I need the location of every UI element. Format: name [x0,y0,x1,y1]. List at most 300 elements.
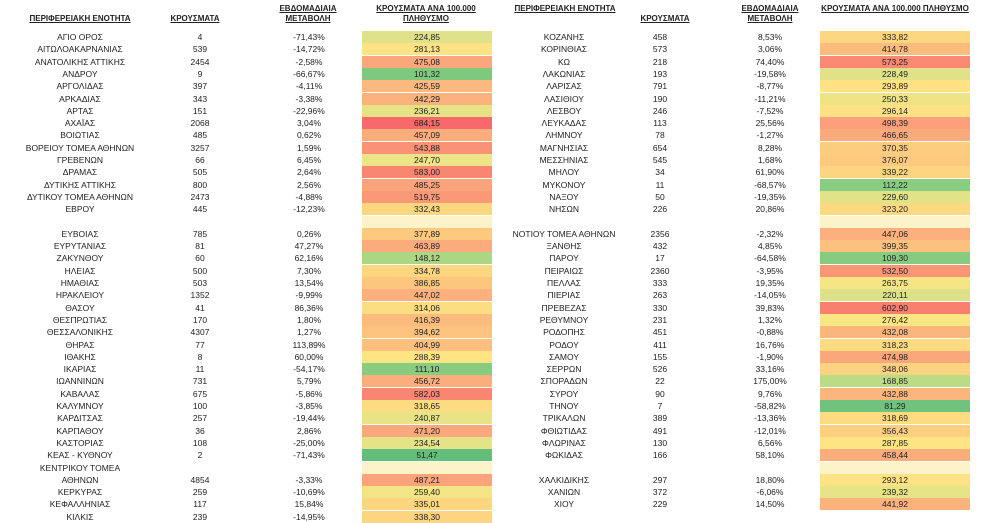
cases-cell: 503 [192,278,208,288]
cases-cell: 2454 [190,56,210,67]
region-cell: ΔΡΑΜΑΣ [62,167,98,178]
cases-cell: 432 [652,241,668,252]
weekly-change-cell: 39,83% [755,302,785,313]
per100k-cell: 583,00 [362,166,492,178]
cases-cell: 151 [192,105,208,116]
weekly-change-cell: 1,32% [757,314,783,325]
per100k-cell: 684,15 [362,117,492,129]
region-cell: ΓΡΕΒΕΝΩΝ [57,155,103,165]
cases-cell: 130 [652,437,668,448]
cases-cell: 785 [192,228,208,239]
per100k-cell: 288,39 [362,351,492,363]
weekly-change-cell: -58,82% [754,401,786,411]
per100k-cell: 168,85 [820,375,970,387]
cases-cell: 800 [192,179,208,190]
weekly-change-cell: -12,23% [293,204,325,215]
table-row [0,240,1000,252]
per100k-cell: 293,12 [820,474,970,486]
weekly-change-cell: 61,90% [755,167,785,178]
region-cell: ΔΥΤΙΚΗΣ ΑΤΤΙΚΗΣ [43,179,117,190]
weekly-change-cell: 18,80% [755,474,785,485]
cases-cell: 259 [192,487,208,498]
region-cell: ΝΟΤΙΟΥ ΤΟΜΕΑ ΑΘΗΝΩΝ [512,228,616,239]
weekly-change-cell: -4,88% [295,191,323,202]
per100k-cell [820,462,970,474]
cases-cell: 60 [195,253,205,264]
region-cell: ΧΙΟΥ [553,499,575,510]
region-cell: ΑΡΓΟΛΙΔΑΣ [56,81,104,92]
per100k-cell: 259,40 [362,486,492,498]
per100k-cell: 447,06 [820,228,970,240]
cases-cell: 66 [195,155,205,165]
region-cell: ΚΕΡΚΥΡΑΣ [57,487,103,498]
table-row [0,129,1000,141]
region-cell: ΝΑΞΟΥ [549,191,579,202]
weekly-change-cell: -66,67% [293,68,325,79]
cases-cell: 117 [193,499,207,510]
cases-cell: 17 [655,253,665,264]
weekly-change-cell: -2,58% [295,56,323,67]
table-row [0,339,1000,351]
table-row [0,203,1000,215]
weekly-change-cell: -8,77% [756,81,784,92]
cases-cell: 411 [653,339,667,350]
region-cell: ΑΓΙΟ ΟΡΟΣ [57,32,103,42]
table-row [0,80,1000,92]
table-row [0,375,1000,387]
per100k-cell: 332,43 [362,203,492,215]
cases-cell: 675 [192,388,208,399]
per100k-cell: 487,21 [362,474,492,486]
region-cell: ΣΥΡΟΥ [549,388,579,399]
per100k-cell: 466,65 [820,129,970,141]
weekly-change-cell: -14,05% [754,290,786,301]
region-cell: ΑΧΑΪΑΣ [64,118,96,129]
per100k-cell: 543,88 [362,142,492,154]
per100k-cell: 432,88 [820,388,970,400]
region-cell: ΣΑΜΟΥ [548,351,579,362]
cases-cell: 257 [192,413,208,424]
table-row [0,474,1000,486]
region-cell: ΣΠΟΡΑΔΩΝ [540,376,588,387]
cases-cell: 100 [192,401,208,411]
per100k-cell: 386,85 [362,277,492,289]
per100k-cell: 582,03 [362,388,492,400]
per100k-cell [820,216,970,228]
table-row [0,56,1000,68]
region-cell: ΜΥΚΟΝΟΥ [542,179,586,190]
region-cell: ΚΑΡΔΙΤΣΑΣ [57,413,103,424]
region-cell: ΕΥΡΥΤΑΝΙΑΣ [53,241,107,252]
region-cell: ΧΑΝΙΩΝ [547,487,581,498]
per100k-cell: 447,02 [362,289,492,301]
region-cell: ΑΙΤΩΛΟΑΚΑΡΝΑΝΙΑΣ [37,44,123,55]
cases-cell: 545 [652,155,668,165]
weekly-change-cell: -10,69% [293,487,325,498]
cases-cell: 458 [652,32,668,42]
region-cell: ΠΕΙΡΑΙΩΣ [544,265,584,276]
weekly-change-cell: -64,58% [754,253,786,264]
table-row [0,302,1000,314]
per100k-cell: 338,30 [362,511,492,523]
per100k-cell: 318,69 [820,412,970,424]
weekly-change-cell: 0,26% [296,228,322,239]
per100k-cell: 376,07 [820,154,970,166]
region-cell: ΡΕΘΥΜΝΟΥ [539,314,589,325]
region-cell: ΗΛΕΙΑΣ [64,265,96,276]
weekly-change-cell: 16,76% [755,339,785,350]
cases-cell: 190 [652,93,668,104]
region-cell: ΜΑΓΝΗΣΙΑΣ [539,142,589,153]
per100k-cell: 247,70 [362,154,492,166]
weekly-change-cell: -71,43% [293,32,325,42]
cases-cell: 2473 [190,191,210,202]
weekly-change-cell: 9,76% [757,388,783,399]
cases-cell: 4854 [190,474,210,485]
per100k-cell: 356,43 [820,425,970,437]
per100k-cell: 474,98 [820,351,970,363]
cases-cell: 654 [652,142,668,153]
region-cell: ΒΟΡΕΙΟΥ ΤΟΜΕΑ ΑΘΗΝΩΝ [25,142,135,153]
region-cell: ΠΑΡΟΥ [549,253,579,264]
cases-cell: 193 [652,68,668,79]
cases-cell: 451 [652,327,668,338]
region-cell: ΡΟΔΟΠΗΣ [543,327,585,338]
per100k-cell: 81,29 [820,400,970,412]
region-cell: ΑΝΔΡΟΥ [62,68,98,79]
weekly-change-cell [730,462,810,474]
weekly-change-cell: 0,62% [296,130,322,141]
table-row [0,154,1000,166]
table-row [0,179,1000,191]
table-row [0,191,1000,203]
per100k-cell: 229,60 [820,191,970,203]
per100k-cell: 239,32 [820,486,970,498]
weekly-change-cell: 1,27% [296,327,322,338]
per100k-cell: 573,25 [820,56,970,68]
per100k-cell: 457,09 [362,129,492,141]
weekly-change-cell: 1,80% [296,314,322,325]
per100k-cell: 318,23 [820,339,970,351]
weekly-change-cell: 113,89% [292,339,326,350]
table-row [0,449,1000,461]
region-cell: ΚΙΛΚΙΣ [66,511,94,522]
region-cell: ΣΕΡΡΩΝ [546,364,582,375]
per100k-cell: 220,11 [820,289,970,301]
region-cell: ΡΟΔΟΥ [549,339,579,350]
header-region-left: ΠΕΡΙΦΕΡΕΙΑΚΗ ΕΝΟΤΗΤΑ [29,14,131,23]
weekly-change-cell: 25,56% [755,118,785,129]
header-per100k-right: ΚΡΟΥΣΜΑΤΑ ΑΝΑ 100.000 ΠΛΗΘΥΣΜΟ [821,4,969,13]
table-row [0,93,1000,105]
weekly-change-cell: -3,38% [295,93,323,104]
weekly-change-cell [730,216,810,228]
table-row [0,388,1000,400]
cases-cell: 113 [653,118,667,129]
weekly-change-cell: 3,04% [296,118,322,129]
per100k-cell: 112,22 [820,179,970,191]
weekly-change-cell: 6,45% [296,155,322,165]
per100k-cell: 399,35 [820,240,970,252]
table-row [0,166,1000,178]
weekly-change-cell: 8,53% [757,32,783,42]
cases-cell: 11 [655,179,665,190]
region-cell: ΛΗΜΝΟΥ [545,130,583,141]
per100k-cell: 334,78 [362,265,492,277]
cases-cell: 231 [652,314,668,325]
cases-cell: 22 [655,376,665,387]
region-cell: ΚΑΛΥΜΝΟΥ [56,401,104,411]
weekly-change-cell: -7,52% [756,105,784,116]
cases-cell: 297 [652,474,668,485]
per100k-cell: 348,06 [820,363,970,375]
cases-cell: 7 [657,401,663,411]
region-cell: ΗΜΑΘΙΑΣ [60,278,100,288]
per100k-cell: 236,21 [362,105,492,117]
per100k-cell: 441,92 [820,498,970,510]
region-cell: ΝΗΣΩΝ [548,204,580,215]
weekly-change-cell: 86,36% [294,302,324,313]
table-row [0,31,1000,43]
per100k-cell: 228,49 [820,68,970,80]
table-row [0,326,1000,338]
per100k-cell: 432,08 [820,326,970,338]
table-row [0,412,1000,424]
per100k-cell: 101,32 [362,68,492,80]
weekly-change-cell: -0,88% [756,327,784,338]
region-cell: ΗΡΑΚΛΕΙΟΥ [55,290,105,301]
weekly-change-cell: -12,01% [754,425,786,436]
weekly-change-cell: 1,59% [296,142,322,153]
region-cell: ΕΒΡΟΥ [65,204,95,215]
cases-cell: 397 [192,81,208,92]
per100k-cell: 339,22 [820,166,970,178]
weekly-change-cell: -3,95% [756,265,784,276]
cases-cell: 372 [652,487,668,498]
cases-cell: 2360 [650,265,670,276]
cases-cell: 77 [195,339,205,350]
region-cell: ΙΩΑΝΝΙΝΩΝ [56,376,104,387]
per100k-cell: 471,20 [362,425,492,437]
cases-cell: 539 [192,44,208,55]
table-row [0,511,1000,523]
region-cell: ΚΑΒΑΛΑΣ [60,388,100,399]
per100k-cell: 224,85 [362,31,492,43]
weekly-change-cell: 33,16% [755,364,785,375]
region-cell: ΑΡΤΑΣ [66,105,94,116]
per100k-cell: 250,33 [820,93,970,105]
region-cell: ΛΑΡΙΣΑΣ [546,81,582,92]
region-cell: ΠΕΛΛΑΣ [546,278,582,288]
weekly-change-cell: -19,35% [754,191,786,202]
per100k-cell: 281,13 [362,43,492,55]
per100k-cell: 498,39 [820,117,970,129]
cases-cell: 389 [652,413,668,424]
cases-cell: 218 [652,56,668,67]
weekly-change-cell: 5,79% [296,376,322,387]
cases-cell: 41 [195,302,205,313]
table-row [0,68,1000,80]
cases-cell [625,462,695,474]
per100k-cell: 425,59 [362,80,492,92]
cases-cell: 491 [652,425,668,436]
per100k-cell: 323,20 [820,203,970,215]
region-cell: ΙΚΑΡΙΑΣ [63,364,97,375]
cases-cell: 8 [197,351,203,362]
cases-cell: 239 [192,511,208,522]
weekly-change-cell: -5,86% [295,388,323,399]
weekly-change-cell: 8,28% [757,142,783,153]
table-row [0,351,1000,363]
weekly-change-cell: -2,32% [756,228,784,239]
region-cell: ΛΑΚΩΝΙΑΣ [542,68,586,79]
weekly-change-cell: 58,10% [755,450,785,461]
table-row [0,265,1000,277]
header-region-right: ΠΕΡΙΦΕΡΕΙΑΚΗ ΕΝΟΤΗΤΑ [514,4,616,13]
region-cell: ΚΟΡΙΝΘΙΑΣ [540,44,588,55]
table-row [0,228,1000,240]
region-cell: ΘΕΣΠΡΩΤΙΑΣ [52,314,108,325]
weekly-change-cell: -25,00% [293,437,325,448]
cases-cell: 485 [192,130,208,141]
region-cell: ΑΡΚΑΔΙΑΣ [59,93,101,104]
table-row [0,400,1000,412]
per100k-cell: 458,44 [820,449,970,461]
weekly-change-cell: 2,86% [296,425,322,436]
region-cell: ΔΥΤΙΚΟΥ ΤΟΜΕΑ ΑΘΗΝΩΝ [26,191,134,202]
weekly-change-cell: -71,43% [293,450,325,461]
region-cell: ΧΑΛΚΙΔΙΚΗΣ [538,474,590,485]
per100k-cell: 318,65 [362,400,492,412]
region-cell: ΛΕΥΚΑΔΑΣ [541,118,587,129]
cases-cell: 90 [655,388,665,399]
region-cell: ΚΕΦΑΛΛΗΝΙΑΣ [49,499,111,510]
per100k-cell: 414,78 [820,43,970,55]
per100k-cell: 296,14 [820,105,970,117]
region-cell: ΑΝΑΤΟΛΙΚΗΣ ΑΤΤΙΚΗΣ [34,56,126,67]
region-cell: ΠΙΕΡΙΑΣ [547,290,581,301]
region-cell: ΦΘΙΩΤΙΔΑΣ [540,425,588,436]
table-row [0,277,1000,289]
table-row [0,252,1000,264]
table-row [0,486,1000,498]
per100k-cell: 276,42 [820,314,970,326]
per100k-cell: 519,75 [362,191,492,203]
region-cell: ΒΟΙΩΤΙΑΣ [60,130,100,141]
cases-cell: 246 [652,105,668,116]
weekly-change-cell: -19,44% [293,413,325,424]
cases-cell: 1352 [190,290,210,301]
cases-cell: 791 [652,81,668,92]
region-cell: ΖΑΚΥΝΘΟΥ [56,253,104,264]
region-cell: ΤΡΙΚΑΛΩΝ [542,413,586,424]
cases-cell: 263 [652,290,668,301]
region-cell: ΞΑΝΘΗΣ [546,241,582,252]
per100k-cell: 442,29 [362,93,492,105]
table-row [0,437,1000,449]
weekly-change-cell: 7,30% [296,265,322,276]
cases-cell: 11 [195,364,205,375]
region-cell: ΚΕΝΤΡΙΚΟΥ ΤΟΜΕΑ [39,462,121,473]
weekly-change-cell: -6,06% [756,487,784,498]
cases-cell: 50 [655,191,665,202]
header-weekly-change-left: ΕΒΔΟΜΑΔΙΑΙΑ ΜΕΤΑΒΟΛΗ [279,4,337,23]
weekly-change-cell: 3,06% [757,44,783,55]
per100k-cell: 463,89 [362,240,492,252]
per100k-cell: 394,62 [362,326,492,338]
per100k-cell: 602,90 [820,302,970,314]
per100k-cell: 532,50 [820,265,970,277]
region-cell: ΜΕΣΣΗΝΙΑΣ [539,155,589,165]
header-weekly-change-right: ΕΒΔΟΜΑΔΙΑΙΑ ΜΕΤΑΒΟΛΗ [741,4,799,23]
table-row [0,498,1000,510]
header-cases-left: ΚΡΟΥΣΜΑΤΑ [170,14,220,23]
region-cell: ΚΑΣΤΟΡΙΑΣ [56,437,104,448]
weekly-change-cell: 20,86% [755,204,785,215]
region-cell: ΦΩΚΙΔΑΣ [545,450,583,461]
per100k-cell: 377,89 [362,228,492,240]
weekly-change-cell: -1,27% [756,130,784,141]
weekly-change-cell: 47,27% [294,241,324,252]
per100k-cell: 314,06 [362,302,492,314]
region-cell: ΘΗΡΑΣ [65,339,95,350]
cases-cell: 2068 [190,118,210,129]
weekly-change-cell: 62,16% [294,253,324,264]
cases-cell: 34 [655,167,665,178]
weekly-change-cell: -14,95% [293,511,325,522]
weekly-change-cell: 15,84% [294,499,324,510]
cases-cell: 573 [652,44,668,55]
per100k-cell: 333,82 [820,31,970,43]
cases-cell: 2356 [650,228,670,239]
per100k-cell: 404,99 [362,339,492,351]
weekly-change-cell: 19,35% [755,278,785,288]
weekly-change-cell: -13,36% [754,413,786,424]
cases-cell: 36 [195,425,205,436]
weekly-change-cell: 6,56% [757,437,783,448]
region-cell: ΘΑΣΟΥ [65,302,95,313]
cases-cell: 166 [652,450,668,461]
region-cell: ΛΕΣΒΟΥ [546,105,582,116]
cases-cell: 78 [655,130,665,141]
per100k-cell: 335,01 [362,498,492,510]
table-row [0,142,1000,154]
weekly-change-cell: -3,85% [295,401,323,411]
cases-cell: 170 [192,314,208,325]
weekly-change-cell: 74,40% [755,56,785,67]
cases-cell: 505 [192,167,208,178]
cases-cell: 500 [192,265,208,276]
table-row [0,425,1000,437]
cases-cell: 4307 [190,327,210,338]
region-cell: ΙΘΑΚΗΣ [64,351,96,362]
region-cell: ΘΕΣΣΑΛΟΝΙΚΗΣ [46,327,114,338]
per100k-cell: 111,10 [362,363,492,375]
cases-cell [625,216,695,228]
table-row [0,289,1000,301]
region-cell: ΛΑΣΙΘΙΟΥ [544,93,584,104]
table-row [0,462,1000,474]
weekly-change-cell: 13,54% [294,278,324,288]
cases-cell: 9 [197,68,203,79]
cases-cell: 3257 [190,142,210,153]
weekly-change-cell: 60,00% [294,351,324,362]
cases-cell: 445 [192,204,208,215]
per100k-cell: 287,85 [820,437,970,449]
region-cell: ΜΗΛΟΥ [548,167,580,178]
per100k-cell: 263,75 [820,277,970,289]
cases-cell: 330 [652,302,668,313]
